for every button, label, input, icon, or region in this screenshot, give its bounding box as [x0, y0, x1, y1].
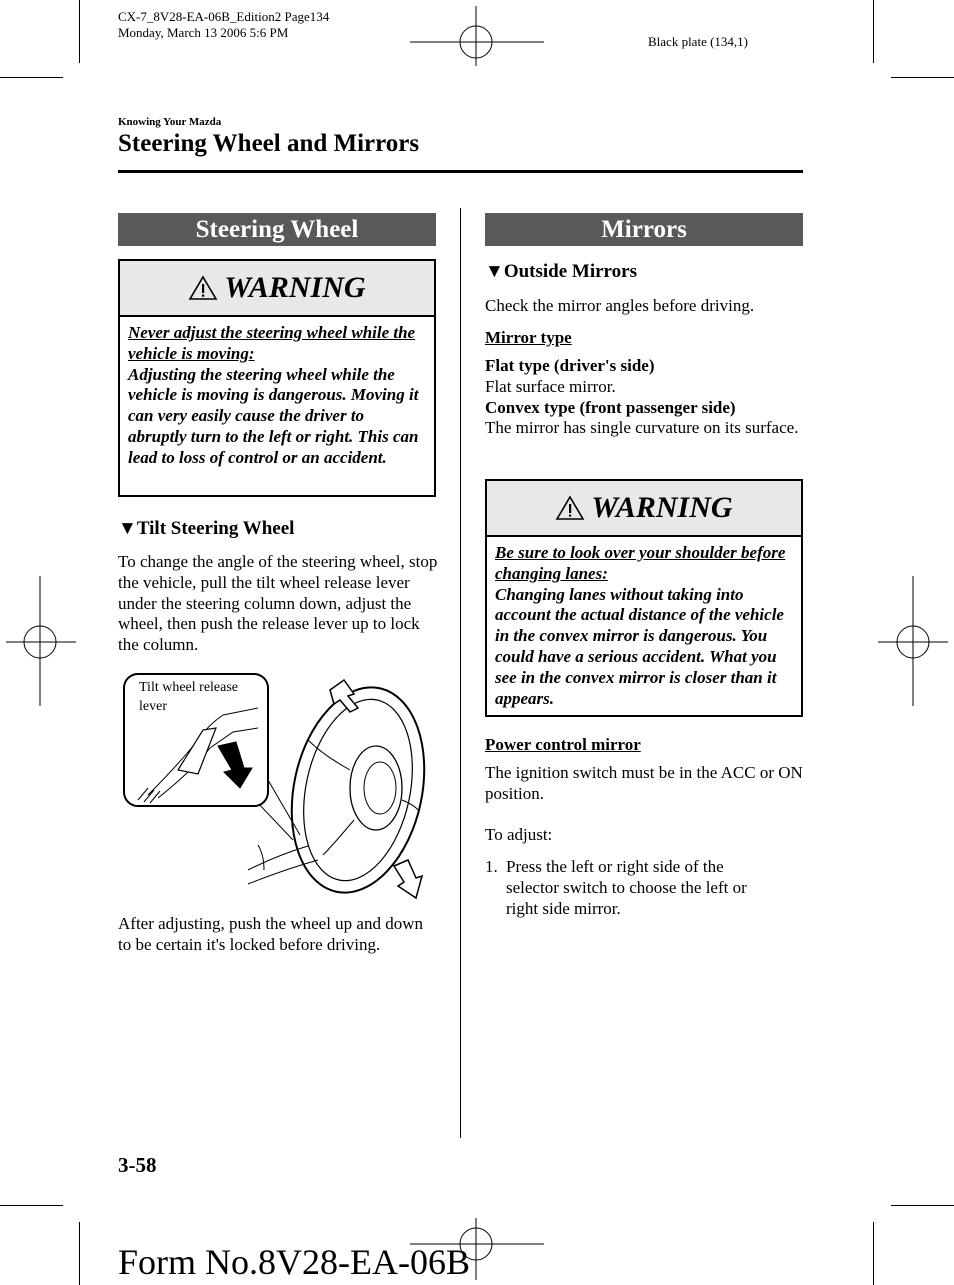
warning-header: [120, 261, 434, 317]
page-number: 3-58: [118, 1153, 157, 1177]
warning-box-steering: [118, 259, 436, 497]
to-adjust-label: To adjust:: [485, 825, 553, 844]
warning-word: WARNING: [591, 491, 733, 524]
figure-label-tilt-lever: Tilt wheel release lever: [139, 680, 239, 714]
crop-mark: [891, 1205, 954, 1206]
adjust-steps-list: [485, 857, 803, 919]
crop-mark: [79, 0, 80, 63]
triangle-down-icon: ▼: [118, 518, 137, 539]
triangle-down-icon: ▼: [485, 261, 504, 282]
flat-type-label: Flat type (driver's side): [485, 356, 655, 375]
print-meta-file: CX-7_8V28-EA-06B_Edition2 Page134: [118, 9, 330, 24]
registration-mark-right: [878, 576, 948, 706]
step-text: Press the left or right side of the selector switch to choose the left or right side mirror.: [506, 857, 747, 918]
crop-mark: [873, 1222, 874, 1285]
step-number: 1.: [485, 857, 498, 876]
flat-type-desc: Flat surface mirror.: [485, 376, 616, 396]
crop-mark: [873, 0, 874, 63]
subhead-text: Tilt Steering Wheel: [136, 518, 295, 539]
warning-triangle-icon: [188, 275, 218, 301]
crop-mark: [79, 1222, 80, 1285]
registration-mark-top: [410, 6, 544, 66]
print-meta-date: Monday, March 13 2006 5:6 PM: [118, 25, 289, 40]
column-divider: [460, 208, 461, 1138]
convex-type-desc: The mirror has single curvature on its surface.: [485, 418, 799, 438]
mirror-type-heading: Mirror type: [485, 328, 572, 347]
mirror-intro: Check the mirror angles before driving.: [485, 296, 755, 315]
warning-text: Changing lanes without taking into account the actual distance of the vehicle in the convex mirror is dangerous. You could have a serious accident. What you see in the convex mirror is closer than it appears.: [495, 584, 784, 708]
warning-body: [487, 537, 801, 717]
subhead-outside-mirrors: [485, 261, 637, 283]
warning-triangle-icon: [555, 495, 585, 521]
warning-word: WARNING: [224, 271, 366, 304]
subhead-tilt-steering: [118, 518, 294, 540]
crop-mark: [891, 77, 954, 78]
section-bar-mirrors: Mirrors: [485, 213, 803, 246]
registration-mark-left: [6, 576, 76, 706]
section-bar-steering-wheel: Steering Wheel: [118, 213, 436, 246]
convex-type-label: Convex type (front passenger side): [485, 397, 736, 417]
warning-lead: Be sure to look over your shoulder before changing lanes:: [495, 543, 786, 583]
form-number: Form No.8V28-EA-06B: [118, 1242, 470, 1282]
section-kicker: Knowing Your Mazda: [118, 116, 222, 128]
crop-mark: [0, 77, 63, 78]
tilt-instructions: To change the angle of the steering wheel, stop the vehicle, pull the tilt wheel release lever under the steering column down, adjust the wheel, then push the release lever up to lock the column.: [118, 552, 438, 655]
title-rule: [118, 170, 803, 173]
power-mirror-heading: Power control mirror: [485, 735, 641, 754]
warning-header: [487, 481, 801, 537]
print-meta: [118, 9, 418, 41]
mirror-type-list: [485, 356, 803, 439]
list-item: [485, 857, 803, 919]
after-adjusting-text: After adjusting, push the wheel up and down to be certain it's locked before driving.: [118, 914, 423, 954]
crop-mark: [0, 1205, 63, 1206]
plate-label: Black plate (134,1): [648, 34, 748, 49]
warning-text: Adjusting the steering wheel while the vehicle is moving is dangerous. Moving it can very easily cause the driver to abruptly turn to the left or right. This can lead to loss of control or an accident.: [128, 364, 419, 467]
warning-lead: Never adjust the steering wheel while the vehicle is moving:: [128, 323, 416, 363]
power-mirror-text: The ignition switch must be in the ACC or ON position.: [485, 763, 803, 803]
warning-box-mirrors: [485, 479, 803, 717]
subhead-text: Outside Mirrors: [503, 261, 637, 282]
page-title: Steering Wheel and Mirrors: [118, 130, 420, 157]
warning-body: [120, 317, 434, 477]
